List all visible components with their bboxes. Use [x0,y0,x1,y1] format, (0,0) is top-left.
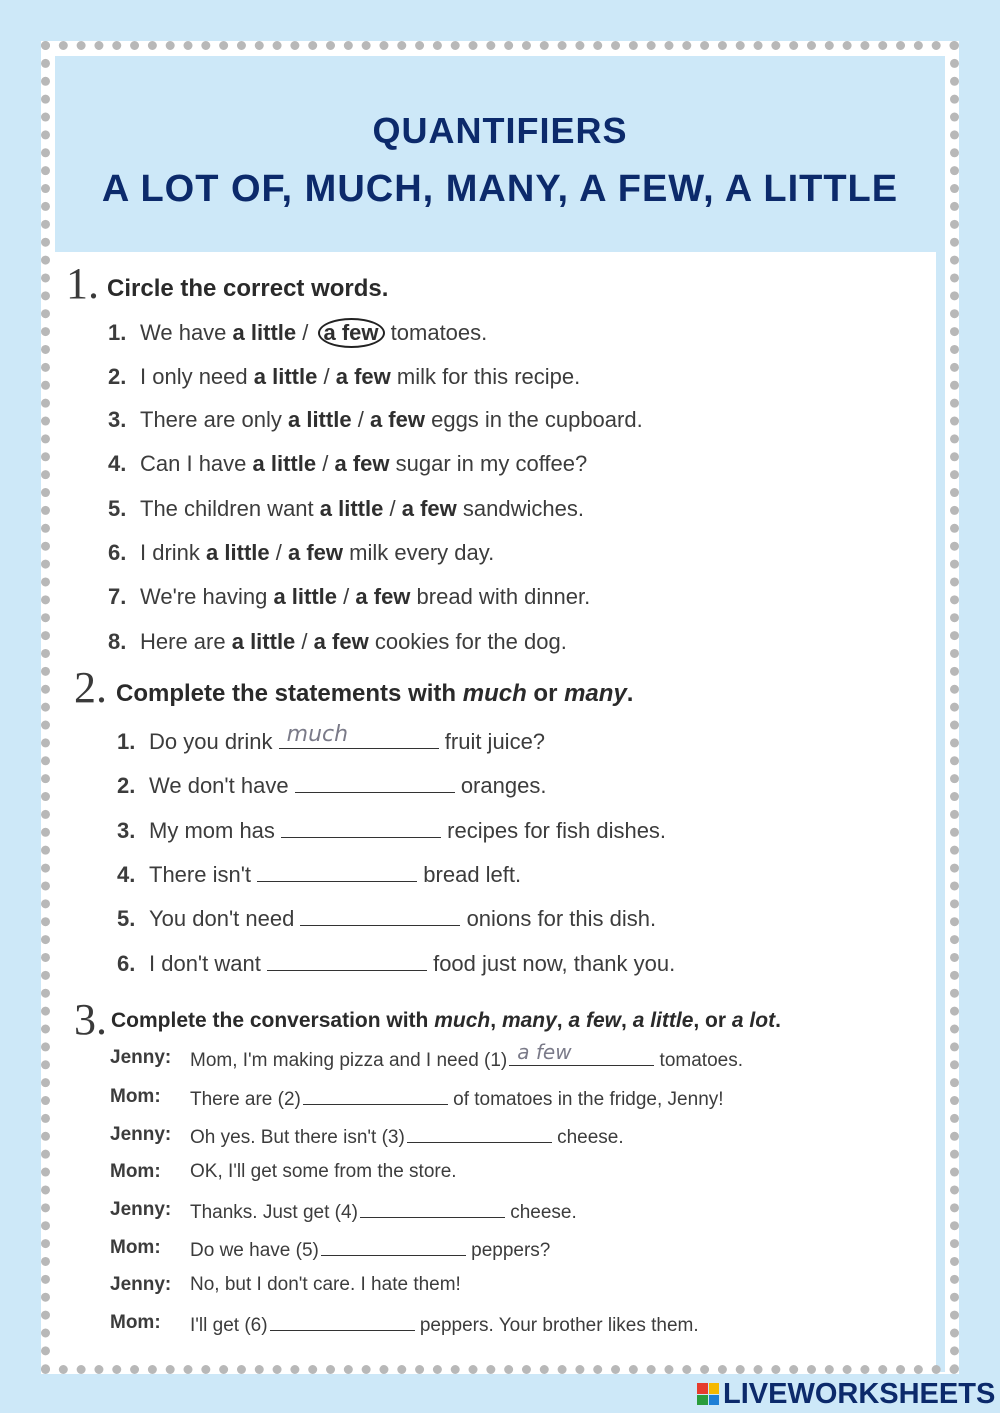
heading-word: a little [632,1009,694,1032]
item-text: tomatoes. [390,320,488,345]
item-number: 4. [108,451,127,476]
option-a-few[interactable]: a few [355,584,411,609]
item-number: 5. [108,496,127,521]
item-text: I don't want [149,951,261,976]
exercise-item [108,540,494,566]
line-text-pre: I'll get (6) [190,1315,268,1336]
speaker-name: Jenny: [110,1199,172,1220]
exercise-item [108,318,487,348]
item-text: We're having [140,584,268,609]
heading-word-many: many [564,680,627,707]
item-text: fruit juice? [444,729,546,754]
option-separator: / [389,496,396,521]
answer-blank[interactable] [279,722,439,749]
exercise-item [117,770,546,799]
line-text-pre: Mom, I'm making pizza and I need (1) [190,1050,508,1071]
option-separator: / [301,629,308,654]
option-a-few[interactable]: a few [288,540,344,565]
speaker-name: Mom: [110,1161,161,1182]
heading-word: much [434,1009,491,1032]
section-1-number: 1. [66,259,99,308]
line-text [190,1124,624,1149]
section-2-heading [116,680,633,708]
exercise-item [108,451,587,477]
answer-blank[interactable] [300,903,460,926]
item-number: 6. [108,540,127,565]
logo-square [709,1383,720,1394]
section-3-number: 3. [74,995,107,1044]
line-text [190,1274,461,1296]
line-text-pre: Oh yes. But there isn't (3) [190,1127,405,1148]
answer-blank[interactable] [360,1199,505,1218]
line-text-pre: Thanks. Just get (4) [190,1202,358,1223]
heading-text: or [533,680,558,707]
line-text [190,1237,550,1262]
title-panel [55,56,945,252]
item-text: recipes for fish dishes. [447,818,667,843]
answer-blank[interactable] [295,770,455,793]
answer-blank[interactable] [407,1124,552,1143]
logo-square [709,1395,720,1406]
item-text: milk for this recipe. [396,364,581,389]
option-a-few[interactable]: a few [369,407,425,432]
heading-text: , [621,1009,627,1032]
speaker-name: Mom: [110,1312,161,1333]
line-text-pre: Do we have (5) [190,1240,319,1261]
heading-text: , [556,1009,563,1032]
line-text-post: tomatoes. [659,1050,743,1071]
option-separator: / [275,540,282,565]
item-text: There isn't [149,862,252,887]
heading-text: . [775,1009,781,1032]
item-number: 1. [108,320,127,345]
item-text: My mom has [149,818,275,843]
option-a-little[interactable]: a little [273,584,338,609]
exercise-item [117,722,546,755]
heading-text: , [490,1009,497,1032]
item-text: eggs in the cupboard. [431,407,643,432]
heading-text: . [626,680,634,707]
item-number: 3. [117,818,136,843]
item-text: cookies for the dog. [374,629,567,654]
logo-square [697,1395,708,1406]
line-text-post: cheese. [557,1127,624,1148]
heading-word: a lot [731,1009,776,1032]
line-text-pre: No, but I don't care. I hate them! [190,1274,461,1295]
option-a-little[interactable]: a little [232,320,297,345]
line-text [190,1312,699,1337]
logo-text: LIVEWORKSHEETS [723,1377,996,1410]
item-number: 2. [108,364,127,389]
option-a-few[interactable]: a few [313,629,369,654]
answer-blank[interactable] [281,815,441,838]
exercise-item [117,815,666,844]
item-text: Do you drink [149,729,273,754]
exercise-item [117,859,521,888]
item-number: 6. [117,951,136,976]
option-a-little[interactable]: a little [253,364,318,389]
item-text: We have [140,320,227,345]
page-subtitle: A LOT OF, MUCH, MANY, A FEW, A LITTLE [101,168,899,210]
section-1-heading: Circle the correct words. [107,275,389,302]
section-2-number: 2. [74,663,107,712]
item-text: I drink [140,540,200,565]
option-a-few[interactable]: a few [318,318,385,348]
line-text-pre: OK, I'll get some from the store. [190,1161,457,1182]
line-text [190,1086,724,1111]
line-text-post: of tomatoes in the fridge, Jenny! [453,1089,724,1110]
item-number: 8. [108,629,127,654]
item-text: bread left. [423,862,522,887]
line-text-post: peppers? [471,1240,551,1261]
option-a-few[interactable]: a few [335,364,391,389]
item-number: 1. [117,729,136,754]
exercise-item [108,407,643,433]
conversation-line [110,1237,890,1263]
option-a-little[interactable]: a little [231,629,296,654]
conversation-line [110,1312,890,1338]
item-text: oranges. [460,773,547,798]
item-text: sugar in my coffee? [395,451,588,476]
item-text: I only need [140,364,248,389]
handwritten-answer: a few [517,1040,572,1064]
option-separator: / [357,407,364,432]
option-a-few[interactable]: a few [334,451,390,476]
exercise-item [108,584,590,610]
item-number: 7. [108,584,127,609]
line-text [190,1199,577,1224]
answer-blank[interactable] [257,859,417,882]
item-number: 5. [117,906,136,931]
item-number: 4. [117,862,136,887]
option-a-little[interactable]: a little [252,451,317,476]
speaker-name: Jenny: [110,1047,172,1068]
speaker-name: Jenny: [110,1274,172,1295]
item-text: You don't need [149,906,295,931]
exercise-item [117,903,656,932]
conversation-line [110,1199,890,1225]
conversation-line [110,1274,890,1300]
exercise-item [108,629,567,655]
item-text: sandwiches. [462,496,584,521]
heading-word: a few [568,1009,622,1032]
option-separator: / [322,451,329,476]
option-a-little[interactable]: a little [319,496,384,521]
conversation-line [110,1124,890,1150]
item-text: The children want [140,496,314,521]
answer-blank[interactable] [303,1086,448,1105]
line-text-pre: There are (2) [190,1089,301,1110]
answer-blank[interactable] [509,1040,654,1066]
line-text [190,1161,457,1183]
item-text: Can I have [140,451,247,476]
conversation-line [110,1040,890,1073]
option-separator: / [302,320,309,345]
item-number: 2. [117,773,136,798]
line-text-post: peppers. Your brother likes them. [419,1315,699,1336]
speaker-name: Mom: [110,1237,161,1258]
margin-strip [936,252,945,1372]
exercise-item [108,496,584,522]
speaker-name: Mom: [110,1086,161,1107]
option-a-little[interactable]: a little [206,540,270,565]
section-3-heading [111,1009,781,1033]
heading-text: , or [693,1009,727,1032]
answer-blank[interactable] [267,948,427,971]
page-title: QUANTIFIERS [372,110,628,151]
item-text: onions for this dish. [466,906,657,931]
heading-text: Complete the conversation with [111,1009,429,1032]
handwritten-answer: much [286,722,349,747]
item-text: bread with dinner. [416,584,591,609]
logo-icon [697,1383,719,1405]
option-a-few[interactable]: a few [401,496,457,521]
exercise-item [117,948,675,977]
liveworksheets-logo [697,1378,995,1410]
exercise-item [108,364,580,390]
item-text: Here are [140,629,226,654]
option-separator: / [323,364,330,389]
answer-blank[interactable] [270,1312,415,1331]
line-text [190,1040,743,1072]
item-text: There are only [140,407,282,432]
item-text: food just now, thank you. [433,951,676,976]
conversation-line [110,1161,890,1187]
option-a-little[interactable]: a little [287,407,352,432]
item-text: milk every day. [349,540,495,565]
answer-blank[interactable] [321,1237,466,1256]
item-number: 3. [108,407,127,432]
heading-word: many [501,1009,557,1032]
speaker-name: Jenny: [110,1124,172,1145]
heading-word-much: much [462,680,527,707]
conversation-line [110,1086,890,1112]
heading-text: Complete the statements with [116,680,457,707]
item-text: We don't have [149,773,289,798]
option-separator: / [343,584,350,609]
logo-square [697,1383,708,1394]
line-text-post: cheese. [510,1202,577,1223]
